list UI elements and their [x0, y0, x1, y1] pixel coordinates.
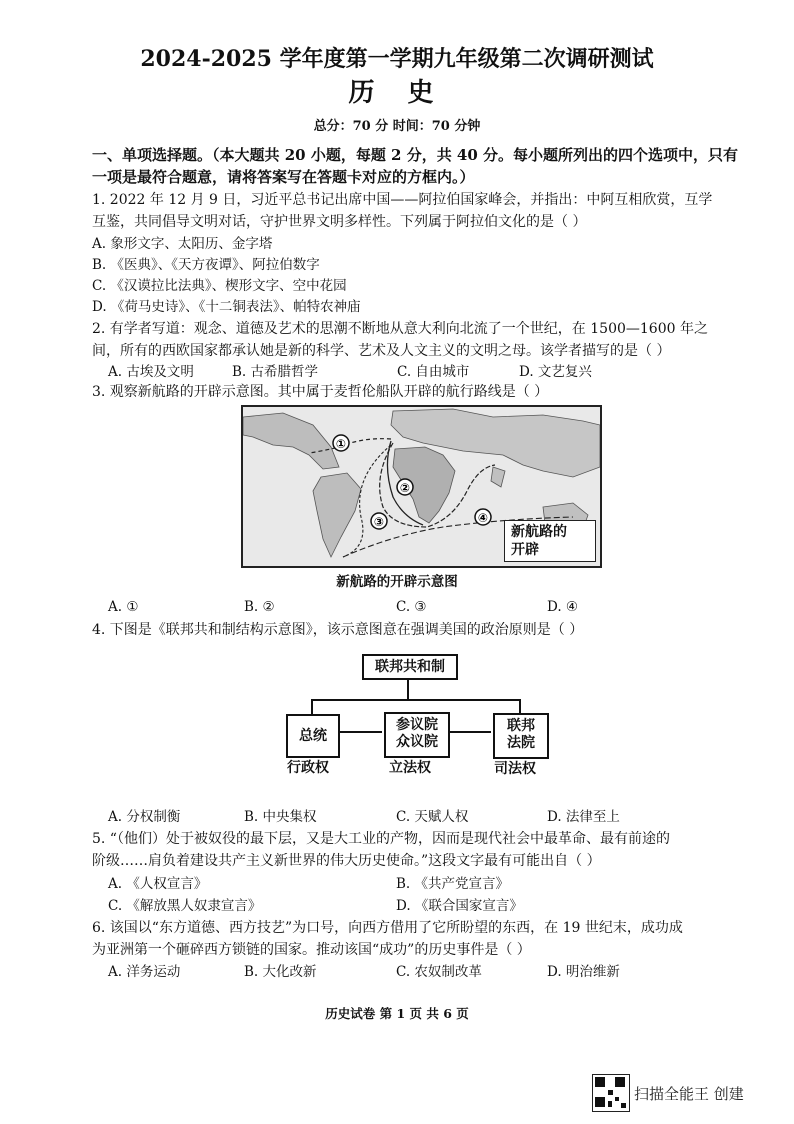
- section-heading: 一、单项选择题。（本大题共 20 小题，每题 2 分，共 40 分。每小题所列出的四个选项中，只有: [92, 146, 739, 164]
- diagram-connector: [311, 699, 521, 701]
- question-1-cont: 互鉴，共同倡导文明对话，守护世界文明多样性。下列属于阿拉伯文化的是（ ）: [92, 214, 587, 230]
- route-4-marker: ④: [477, 511, 489, 525]
- q2-option-c: C. 自由城市: [397, 364, 470, 380]
- q3-option-c: C. ③: [396, 599, 427, 615]
- question-2: 2. 有学者写道：观念、道德及艺术的思潮不断地从意大利向北流了一个世纪，在 1500—1600 年之: [92, 321, 708, 337]
- route-2-marker: ②: [399, 481, 411, 495]
- question-6: 6. 该国以“东方道德、西方技艺”为口号，向西方借用了它所盼望的东西，在 19 世纪末，成功成: [92, 920, 683, 936]
- q3-option-b: B. ②: [244, 599, 275, 615]
- exam-title: 2024-2025 学年度第一学期九年级第二次调研测试: [140, 46, 654, 72]
- q1-option-a: A. 象形文字、太阳历、金字塔: [92, 236, 273, 252]
- congress-senate: 参议院: [396, 717, 438, 733]
- map-legend-line1: 新航路的: [511, 524, 567, 540]
- diagram-connector: [519, 699, 521, 713]
- q2-option-a: A. 古埃及文明: [108, 364, 194, 380]
- q6-option-b: B. 大化改新: [244, 964, 317, 980]
- q4-option-c: C. 天赋人权: [396, 809, 469, 825]
- q6-option-d: D. 明治维新: [547, 964, 620, 980]
- map-legend-box: [504, 520, 596, 562]
- executive-power-label: 行政权: [287, 760, 329, 776]
- map-figure-caption: 新航路的开辟示意图: [336, 574, 458, 590]
- diagram-connector: [311, 699, 313, 714]
- q5-option-c: C. 《解放黑人奴隶宣言》: [108, 898, 262, 914]
- scanner-watermark: 扫描全能王 创建: [634, 1085, 744, 1103]
- q5-option-b: B. 《共产党宣言》: [396, 876, 510, 892]
- q2-option-d: D. 文艺复兴: [519, 364, 592, 380]
- question-6-cont: 为亚洲第一个砸碎西方锁链的国家。推动该国“成功”的历史事件是（ ）: [92, 942, 531, 958]
- q3-option-d: D. ④: [547, 599, 579, 615]
- route-3-marker: ③: [373, 515, 385, 529]
- route-1-marker: ①: [335, 437, 347, 451]
- q5-option-d: D. 《联合国家宣言》: [396, 898, 523, 914]
- question-5-cont: 阶级……肩负着建设共产主义新世界的伟大历史使命。”这段文字最有可能出自（ ）: [92, 853, 601, 869]
- question-1: 1. 2022 年 12 月 9 日，习近平总书记出席中国——阿拉伯国家峰会，并指出：中阿互相欣赏，互学: [92, 192, 713, 208]
- court-box: [493, 713, 549, 759]
- q4-option-a: A. 分权制衡: [108, 809, 181, 825]
- q4-option-d: D. 法律至上: [547, 809, 620, 825]
- question-4: 4. 下图是《联邦共和制结构示意图》，该示意图意在强调美国的政治原则是（ ）: [92, 622, 584, 638]
- question-5: 5. “（他们）处于被奴役的最下层，又是大工业的产物，因而是现代社会中最革命、最有前途的: [92, 831, 670, 847]
- subject-title: 历 史: [348, 78, 446, 108]
- q5-option-a: A. 《人权宣言》: [108, 876, 208, 892]
- president-box: 总统: [286, 714, 340, 758]
- question-2-cont: 间，所有的西欧国家都承认她是新的科学、艺术及人文主义的文明之母。该学者描写的是（ ）: [92, 343, 671, 359]
- q4-option-b: B. 中央集权: [244, 809, 317, 825]
- q6-option-a: A. 洋务运动: [108, 964, 181, 980]
- court-line1: 联邦: [507, 718, 535, 734]
- score-time-line: 总分：70 分 时间：70 分钟: [313, 119, 481, 134]
- legislative-power-label: 立法权: [389, 760, 431, 776]
- q1-option-b: B. 《医典》、《天方夜谭》、阿拉伯数字: [92, 257, 320, 273]
- congress-house: 众议院: [396, 734, 438, 750]
- new-sea-routes-map: [241, 405, 602, 568]
- section-heading-cont: 一项是最符合题意，请将答案写在答题卡对应的方框内。）: [92, 168, 475, 186]
- q1-option-c: C. 《汉谟拉比法典》、楔形文字、空中花园: [92, 278, 347, 294]
- diagram-arrow: [448, 731, 491, 733]
- judicial-power-label: 司法权: [494, 761, 536, 777]
- congress-box: [384, 712, 450, 758]
- q1-option-d: D. 《荷马史诗》、《十二铜表法》、帕特农神庙: [92, 299, 361, 315]
- question-3: 3. 观察新航路的开辟示意图。其中属于麦哲伦船队开辟的航行路线是（ ）: [92, 384, 549, 400]
- map-legend-line2: 开辟: [511, 542, 539, 558]
- diagram-connector: [407, 678, 409, 700]
- q3-option-a: A. ①: [108, 599, 139, 615]
- q2-option-b: B. 古希腊哲学: [232, 364, 319, 380]
- diagram-top-box: 联邦共和制: [362, 654, 458, 680]
- q6-option-c: C. 农奴制改革: [396, 964, 482, 980]
- qr-code-icon: [592, 1074, 630, 1112]
- page-footer: 历史试卷 第 1 页 共 6 页: [325, 1006, 469, 1021]
- diagram-arrow: [338, 731, 382, 733]
- court-line2: 法院: [507, 735, 535, 751]
